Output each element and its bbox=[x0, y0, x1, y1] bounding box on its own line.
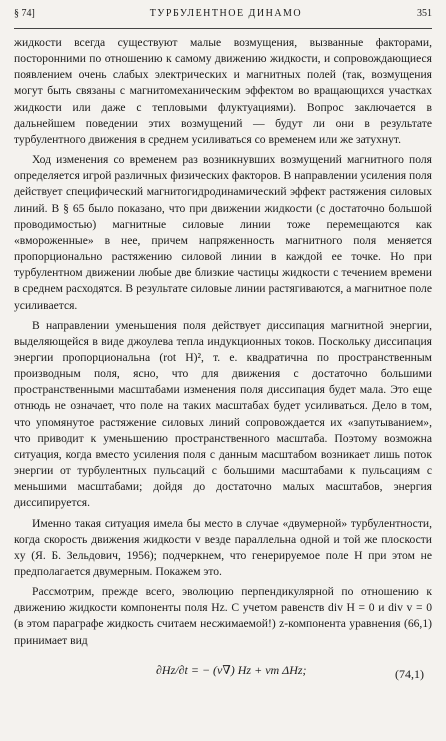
paragraph: Ход изменения со временем раз возникнувших возмущений магнитного поля определяется игрой различных физических факторов. В направлении усиления поля действует специфический магнитогидродинамический эффект растяжения силовых линий. В § 65 было показано, что при движении жидкости (с достаточно большой проводимостью) магнитные силовые линии тоже перемещаются как «вмороженные» в нее, причем напряженность магнитного поля меняется пропорционально растяжению силовой линии в каждой ее точке. Но при турбулентном движении любые две близкие частицы жидкости с течением времени в среднем расходятся. В результате силовые линии растягиваются, а магнитное поле усиливается. bbox=[14, 153, 432, 312]
paragraph: В направлении уменьшения поля действует диссипация магнитной энергии, выделяющейся в виде джоулева тепла индукционных токов. Поскольку диссипация энергии пропорциональна (rot H)², т. е. квадратична по пространственным производным поля, ясно, что для движения с достаточно большими пространственными масштабами изменения поля диссипация будет мала. Это еще отнюдь не означает, что поле на таких масштабах будет усиливаться. Дело в том, что упомянутое растяжение силовых линий сопровождается их «запутыванием», что приводит к уменьшению пространственного масштаба. Поэтому возможна ситуация, когда вместо усиления поля с данным масштабом возникает лишь поток энергии от турбулентных пульсаций с большими масштабами к пульсациям с меньшими масштабами; дойдя до достаточно малых масштабов, энергия диссипируется. bbox=[14, 318, 432, 510]
paragraph: жидкости всегда существуют малые возмущения, вызванные факторами, посторонними по отношению к самому движению жидкости, и сопровождающиеся появлением очень слабых электрических и магнитных полей (так, возмущения могут быть связаны с магнитомеханическим эффектом во вращающихся участках жидкости или даже с тепловыми флуктуациями). Вопрос заключается в дальнейшем поведении этих возмущений — будут ли они в результате турбулентного движения в среднем усиливаться со временем или же затухнут. bbox=[14, 36, 432, 146]
running-header bbox=[14, 8, 432, 26]
header-rule bbox=[14, 28, 432, 29]
section-ref: § 74] bbox=[14, 8, 35, 19]
page-number: 351 bbox=[417, 8, 432, 19]
body-text bbox=[14, 35, 432, 649]
equation-block bbox=[14, 659, 432, 689]
equation-number: (74,1) bbox=[395, 666, 424, 681]
paragraph: Рассмотрим, прежде всего, эволюцию перпендикулярной по отношению к движению жидкости компоненты поля Hz. С учетом равенств div H = 0 и div v = 0 (в этом параграфе жидкость считаем несжимаемой!) z-компонента уравнения (66,1) принимает вид bbox=[14, 585, 432, 647]
equation: ∂Hz/∂t = − (v∇) Hz + νm ΔHz; bbox=[156, 662, 307, 677]
running-title: ТУРБУЛЕНТНОЕ ДИНАМО bbox=[149, 8, 303, 19]
paragraph: Именно такая ситуация имела бы место в случае «двумерной» турбулентности, когда скорость движения жидкости v везде параллельна одной и той же плоскости xy (Я. Б. Зельдович, 1956); подчеркнем, что генерируемое поле H при этом не предполагается двумерным. Покажем это. bbox=[14, 516, 432, 578]
